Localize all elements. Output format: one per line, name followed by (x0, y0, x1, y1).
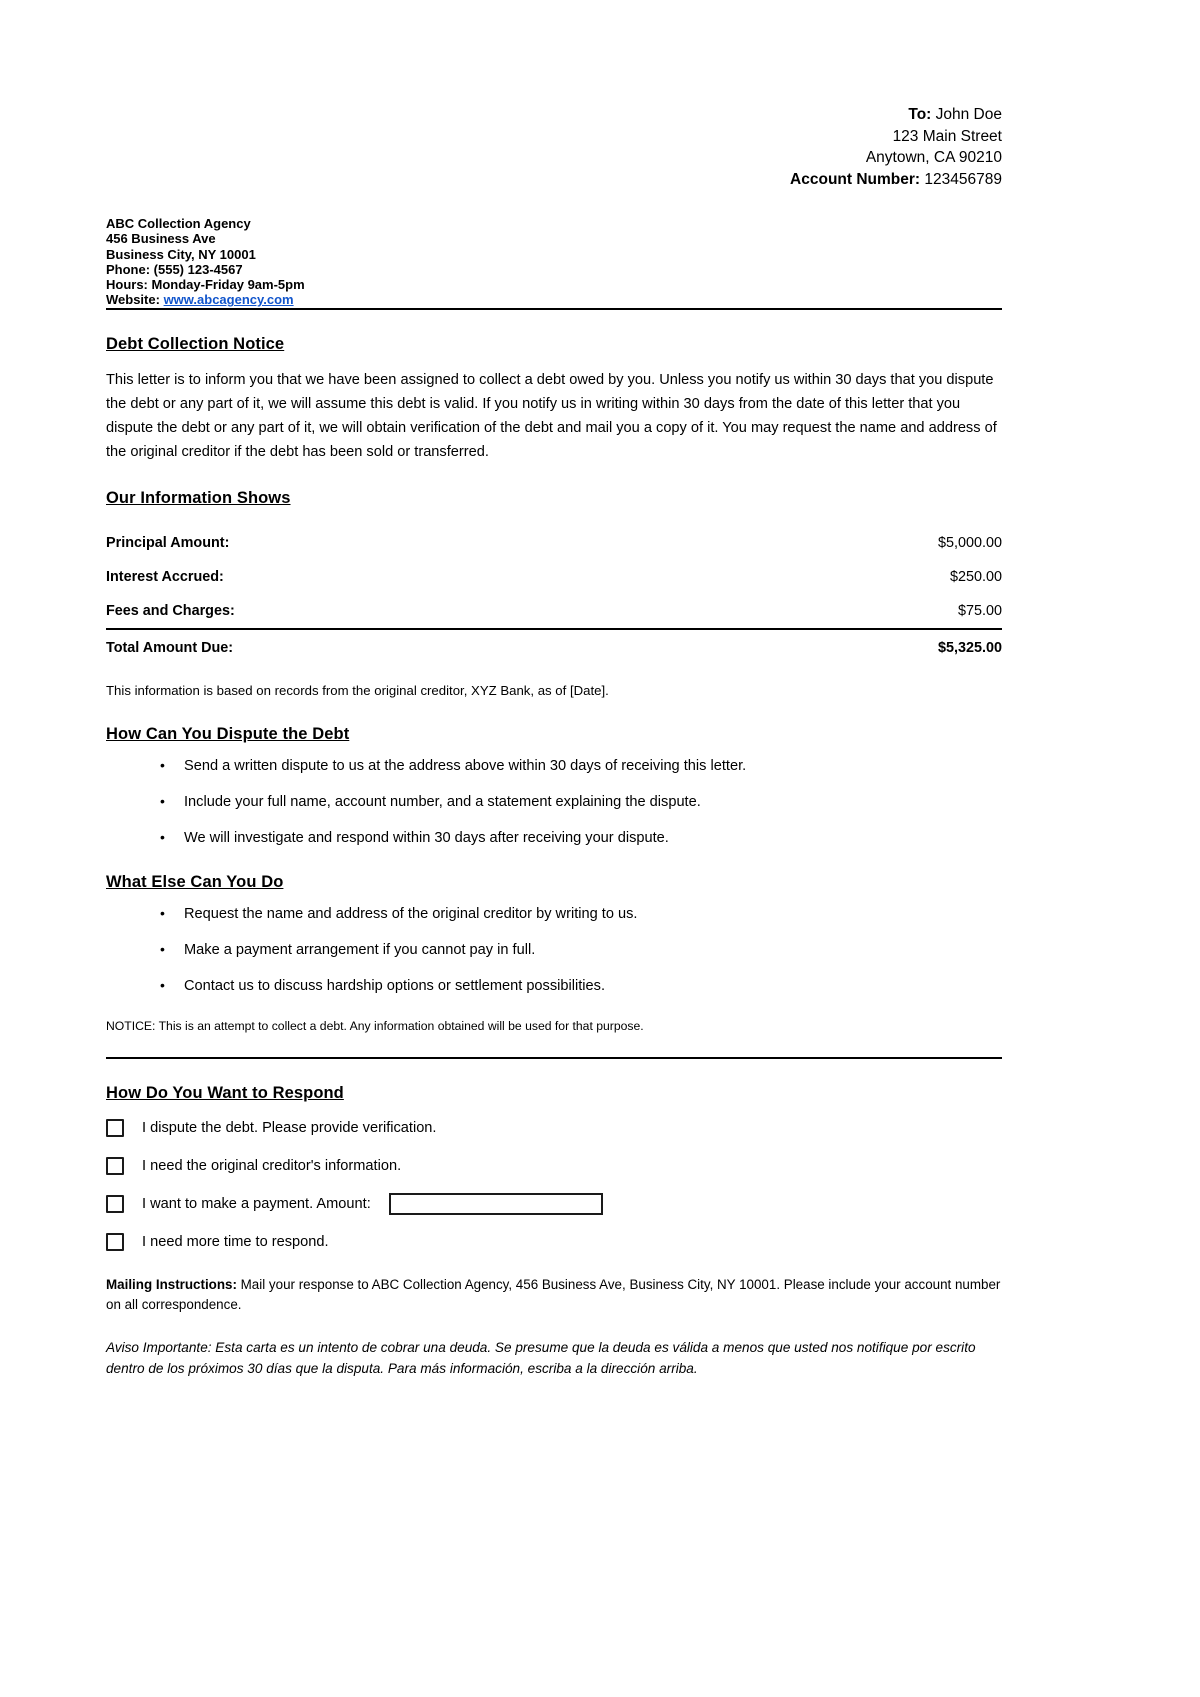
respond-option-more-time[interactable] (106, 1231, 1002, 1253)
sender-website-line (106, 292, 1002, 307)
respond-option-label: I need the original creditor's information. (142, 1157, 402, 1174)
payment-amount-input[interactable] (389, 1193, 603, 1215)
document-content (106, 0, 1002, 1379)
to-label: To: (908, 106, 932, 123)
header-divider (106, 308, 1002, 310)
website-label: Website: (106, 292, 160, 308)
list-item: • Make a payment arrangement if you cannot pay in full. (106, 940, 1002, 960)
list-item: • Request the name and address of the original creditor by writing to us. (106, 904, 1002, 924)
other-options-bullet-list (106, 904, 1002, 996)
sender-hours: Hours: Monday-Friday 9am-5pm (106, 277, 305, 293)
recipient-street: 123 Main Street (892, 127, 1002, 145)
dispute-section-heading: How Can You Dispute the Debt (106, 724, 350, 743)
legal-notice-line: NOTICE: This is an attempt to collect a debt. Any information obtained will be used for that purpose. (106, 1018, 644, 1033)
respond-option-label: I dispute the debt. Please provide verification. (142, 1119, 437, 1136)
respond-section-heading: How Do You Want to Respond (106, 1083, 344, 1102)
table-row (106, 560, 1002, 594)
checkbox-icon-dispute[interactable] (106, 1119, 124, 1137)
sender-city-state-zip: Business City, NY 10001 (106, 246, 256, 262)
interest-accrued-value: $250.00 (949, 568, 1002, 585)
account-number-label: Account Number: (790, 170, 921, 188)
recipient-name: John Doe (935, 106, 1002, 123)
table-row (106, 594, 1002, 629)
respond-options-list (106, 1117, 1002, 1253)
list-item: • Contact us to discuss hardship options or settlement possibilities. (106, 976, 1002, 996)
respond-option-payment[interactable] (106, 1193, 1002, 1215)
debt-collection-notice-paragraph: This letter is to inform you that we have been assigned to collect a debt owed by you. Unless you notify us within 30 days that you dispute the debt or any part of it, we will assume this debt is valid. If you notify us in writing within 30 days from the date of this letter that you dispute the debt or any part of it, we will obtain verification of the debt and mail you a copy of it. You may request the name and address of the original creditor if the debt has been sold or transferred. (106, 371, 997, 460)
our-information-shows-heading: Our Information Shows (106, 488, 291, 507)
total-amount-due-value: $5,325.00 (704, 629, 1002, 665)
information-source-note: This information is based on records from the original creditor, XYZ Bank, as of [Date]. (106, 682, 609, 698)
debt-collection-notice-heading: Debt Collection Notice (106, 334, 285, 353)
other-options-section-heading: What Else Can You Do (106, 872, 284, 891)
list-item: • Send a written dispute to us at the address above within 30 days of receiving this letter. (106, 756, 1002, 776)
website-link[interactable]: www.abcagency.com (163, 292, 294, 308)
respond-option-label: I want to make a payment. Amount: (142, 1195, 371, 1212)
sender-address-block (106, 216, 1002, 308)
spanish-notice: Aviso Importante: Esta carta es un intento de cobrar una deuda. Se presume que la deuda es válida a menos que usted nos notifique por escrito dentro de los próximos 30 días que la disputa. Para más información, escriba a la dirección arriba. (106, 1339, 976, 1376)
account-number-line (106, 169, 1002, 191)
interest-accrued-label: Interest Accrued: (106, 568, 224, 585)
checkbox-icon-creditor-info[interactable] (106, 1157, 124, 1175)
mailing-instructions-text: Mail your response to ABC Collection Agency, 456 Business Ave, Business City, NY 10001. Please include your account number on all correspondence. (106, 1276, 1001, 1312)
list-item: • We will investigate and respond within 30 days after receiving your dispute. (106, 828, 1002, 848)
checkbox-icon-payment[interactable] (106, 1195, 124, 1213)
respond-option-dispute[interactable] (106, 1117, 1002, 1139)
total-amount-due-label: Total Amount Due: (106, 629, 704, 665)
recipient-name-line (106, 104, 1002, 126)
recipient-address-block (106, 0, 1002, 190)
mailing-instructions-label: Mailing Instructions: (106, 1276, 237, 1292)
table-row (106, 526, 1002, 560)
mailing-instructions (106, 1275, 1002, 1315)
fees-and-charges-value: $75.00 (957, 602, 1002, 619)
list-item: • Include your full name, account number, and a statement explaining the dispute. (106, 792, 1002, 812)
sender-phone: Phone: (555) 123-4567 (106, 261, 243, 277)
respond-option-creditor-info[interactable] (106, 1155, 1002, 1177)
checkbox-icon-more-time[interactable] (106, 1233, 124, 1251)
respond-section-divider (106, 1057, 1002, 1059)
dispute-bullet-list (106, 756, 1002, 848)
principal-amount-label: Principal Amount: (106, 534, 230, 551)
sender-agency-name: ABC Collection Agency (106, 216, 251, 231)
fees-and-charges-label: Fees and Charges: (106, 602, 235, 619)
recipient-city-state-zip: Anytown, CA 90210 (865, 149, 1002, 166)
amounts-table (106, 526, 1002, 665)
account-number-value: 123456789 (924, 170, 1002, 188)
respond-option-label: I need more time to respond. (142, 1233, 329, 1250)
principal-amount-value: $5,000.00 (937, 534, 1002, 551)
table-row-total (106, 629, 1002, 665)
sender-street: 456 Business Ave (106, 231, 216, 247)
